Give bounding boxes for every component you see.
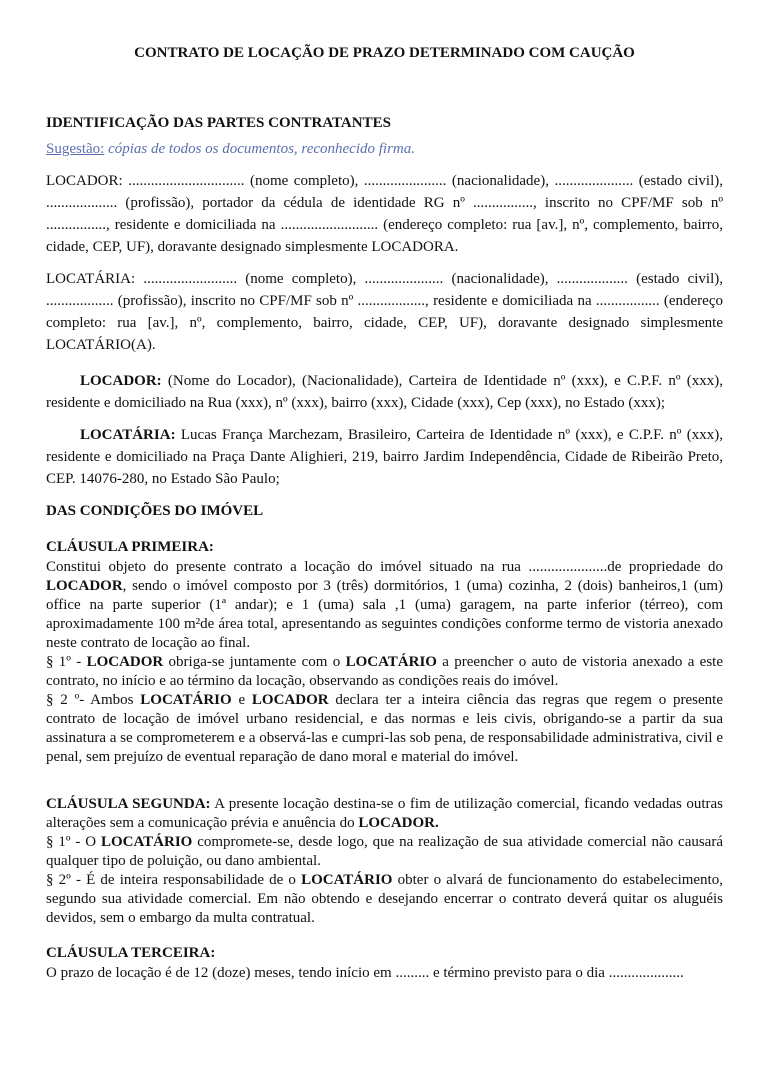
clause-one-par2-locador: LOCADOR bbox=[251, 692, 329, 708]
document-title: CONTRATO DE LOCAÇÃO DE PRAZO DETERMINADO COM CAUÇÃO bbox=[134, 45, 635, 61]
conditions-heading: DAS CONDIÇÕES DO IMÓVEL bbox=[46, 503, 264, 519]
clause-two-par2 bbox=[46, 871, 723, 928]
clause-one-text-a: Constitui objeto do presente contrato a locação do imóvel situado na rua .....................de propriedade do bbox=[46, 559, 723, 575]
clause-one-par2 bbox=[46, 691, 723, 767]
clause-one-text-c: , sendo o imóvel composto por 3 (três) dormitórios, 1 (uma) cozinha, 2 (dois) banheiros,1 (um) office na parte superior (1ª andar); e 1 (uma) sala ,1 (uma) garagem, na parte inferior (térreo), com aproximadamente 100 m²de área total, apresentando as seguintes condições conforme termo de vistoria anexado neste contrato de locação ao final. bbox=[46, 578, 723, 651]
clause-one-par1-locatario: LOCATÁRIO bbox=[345, 654, 437, 670]
clause-two-heading: CLÁUSULA SEGUNDA: bbox=[46, 796, 211, 812]
clause-two-paragraph bbox=[46, 795, 723, 833]
clause-one-par1-a: § 1º - bbox=[46, 654, 87, 670]
identification-heading: IDENTIFICAÇÃO DAS PARTES CONTRATANTES bbox=[46, 115, 391, 131]
clause-two-par1-a: § 1º - O bbox=[46, 834, 101, 850]
clause-two-par1-locatario: LOCATÁRIO bbox=[100, 834, 193, 850]
clause-three-paragraph: O prazo de locação é de 12 (doze) meses, tendo início em ......... e término previsto para o dia .................... bbox=[46, 965, 684, 981]
clause-two-par2-c: obter o alvará de funcionamento do estabelecimento, segundo sua atividade comercial. Em não obtendo e desejando encerrar o contrato deverá quitar os aluguéis devidos, sem o embargo da multa contratual. bbox=[46, 872, 723, 926]
locataria-text: Lucas França Marchezam, Brasileiro, Carteira de Identidade nº (xxx), e C.P.F. nº (xxx), residente e domiciliado na Praça Dante Alighieri, 219, bairro Jardim Independência, Cidade de Ribeirão Preto, CEP. 14076-280, no Estado São Paulo; bbox=[46, 427, 723, 487]
locataria-template-paragraph: LOCATÁRIA: ......................... (nome completo), ..................... (nacionalidade), ................... (estado civil), .................. (profissão), inscrito no CPF/MF sob nº .................., residente e domiciliada na ................. (endereço completo: rua [av.], nº, complemento, bairro, cidade, CEP, UF), doravante designado simplesmente LOCATÁRIO(A). bbox=[46, 271, 723, 353]
clause-one-par2-locatario: LOCATÁRIO bbox=[140, 692, 232, 708]
clause-one-par1-e: a preencher o auto de vistoria anexado a este contrato, no início e ao término da locação, observando as condições reais do imóvel. bbox=[46, 654, 723, 689]
clause-one-par2-e: declara ter a inteira ciência das regras que regem o presente contrato de locação de imóvel urbano residencial, e das normas e leis civis, obrigando-se a partir da sua assinatura a se comprometerem e a observá-las e cumpri-las sob pena, de responsabilidade administrativa, civil e penal, sem prejuízo de eventual reparação de dano moral e material do imóvel. bbox=[46, 692, 723, 765]
locador-text: (Nome do Locador), (Nacionalidade), Carteira de Identidade nº (xxx), e C.P.F. nº (xxx), residente e domiciliado na Rua (xxx), nº (xxx), bairro (xxx), Cidade (xxx), Cep (xxx), no Estado (xxx); bbox=[46, 373, 723, 411]
clause-three-heading: CLÁUSULA TERCEIRA: bbox=[46, 945, 216, 961]
clause-two-par1-c: compromete-se, desde logo, que na realização de sua atividade comercial não causará qualquer tipo de poluição, ou dano ambiental. bbox=[46, 834, 723, 869]
clause-two-locador: LOCADOR. bbox=[358, 815, 439, 831]
locador-template-paragraph: LOCADOR: ............................... (nome completo), ...................... (nacionalidade), ..................... (estado civil), ................... (profissão), portador da cédula de identidade RG nº ................, inscrito no CPF/MF sob nº ................, residente e domiciliada na .......................... (endereço completo: rua [av.], nº, complemento, bairro, cidade, CEP, UF), doravante designado simplesmente LOCADORA. bbox=[46, 173, 723, 255]
suggestion-text: cópias de todos os documentos, reconhecido firma. bbox=[104, 141, 415, 157]
clause-one-par2-c: e bbox=[231, 692, 252, 708]
clause-one-par1 bbox=[46, 653, 723, 691]
suggestion-label: Sugestão: bbox=[46, 141, 105, 157]
clause-one-paragraph bbox=[46, 558, 723, 653]
clause-one-par2-a: § 2 º- Ambos bbox=[46, 692, 141, 708]
locataria-label: LOCATÁRIA: bbox=[80, 427, 176, 443]
clause-two-par1 bbox=[46, 833, 723, 871]
clause-two-par2-locatario: LOCATÁRIO bbox=[301, 872, 393, 888]
clause-two-text-a: A presente locação destina-se o fim de utilização comercial, ficando vedadas outras alterações sem a comunicação prévia e anuência do bbox=[46, 796, 723, 831]
clause-two-par2-a: § 2º - É de inteira responsabilidade de o bbox=[46, 872, 302, 888]
locataria-filled-paragraph bbox=[46, 424, 723, 490]
clause-one-par1-locador: LOCADOR bbox=[86, 654, 164, 670]
clause-one-heading: CLÁUSULA PRIMEIRA: bbox=[46, 539, 214, 555]
locador-filled-paragraph bbox=[46, 370, 723, 414]
locador-label: LOCADOR: bbox=[80, 373, 162, 389]
suggestion-note bbox=[46, 138, 723, 160]
clause-one-par1-c: obriga-se juntamente com o bbox=[163, 654, 346, 670]
clause-one-locador: LOCADOR bbox=[46, 578, 123, 594]
